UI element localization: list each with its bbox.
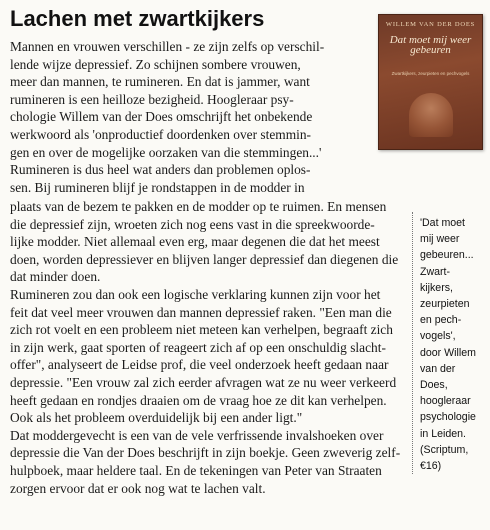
sidebar-line: 'Dat moet <box>420 217 466 229</box>
sidebar-line: vogels', <box>420 330 456 343</box>
body-line: zorgen ervoor dat er ook nog wat te lachen valt. <box>10 480 266 496</box>
body-line: depressie die Van der Does beschrijft in zijn boekje. Geen zweverig zelf- <box>10 445 401 461</box>
body-line: hulpboek, maar heldere taal. En de tekeningen van Peter van Straaten <box>10 462 382 478</box>
sidebar-line: psychologie <box>420 411 476 424</box>
body-line: werkwoord als 'onproductief doordenken over stemmin- <box>10 126 312 142</box>
body-line: zich rot voelt en een probleem niet meteen kan verhelpen, begraaft zich <box>10 322 393 338</box>
body-line: Ook als het probleem overduidelijk bij een ander ligt." <box>10 410 303 426</box>
sidebar-divider <box>412 212 414 474</box>
sidebar-line: en pech- <box>420 314 462 327</box>
body-line: plaats van de bezem te pakken en de modder op te ruimen. En mensen <box>10 199 387 214</box>
body-line: Dat moddergevecht is een van de vele verfrissende invalshoeken over <box>10 427 384 443</box>
body-line: Rumineren is dus heel wat anders dan problemen oplos- <box>10 162 311 178</box>
body-line: Mannen en vrouwen verschillen - ze zijn zelfs op verschil- <box>10 39 325 54</box>
body-line: rumineren is een heilloze bezigheid. Hoogleraar psy- <box>10 91 294 107</box>
book-cover-author: WILLEM VAN DER DOES <box>385 21 476 28</box>
sidebar-line: door Willem <box>420 346 476 359</box>
sidebar-line: kijkers, <box>420 281 453 294</box>
sidebar-line: €16) <box>420 460 442 473</box>
body-line: offer", analyseert de Leidse prof, die veel onderzoek heeft gedaan naar <box>10 357 389 373</box>
body-line: depressie. "Een vrouw zal zich eerder afvragen wat ze nu weer verkeerd <box>10 374 397 390</box>
book-cover-title: Dat moet mij weer gebeuren <box>389 34 472 56</box>
sidebar-line: (Scriptum, <box>420 443 469 456</box>
body-line: gen en over de mogelijke oorzaken van die stemmingen...' <box>10 144 322 160</box>
article-headline: Lachen met zwartkijkers <box>10 6 265 31</box>
sidebar-line: hoogleraar <box>420 395 471 408</box>
body-line: lijke modder. Niet allemaal even erg, maar degenen die dat het meest <box>10 234 380 250</box>
article-body-bottom <box>10 198 408 497</box>
sidebar-line: gebeuren... <box>420 249 474 262</box>
sidebar-line: mij weer <box>420 233 460 246</box>
body-line: die depressief zijn, wroeten zich nog eens vast in die spreekwoorde- <box>10 216 375 232</box>
body-line: Rumineren zou dan ook een logische verklaring kunnen zijn voor het <box>10 286 381 302</box>
body-line: heeft gedaan en rondjes draaien om de vraag hoe ze dit kan verhelpen. <box>10 392 387 408</box>
body-line: dat minder doen. <box>10 269 101 285</box>
body-line: sen. Bij rumineren blijf je rondstappen in de modder in <box>10 179 305 195</box>
sidebar-line: zeurpieten <box>420 298 470 311</box>
body-line: doen, worden depressiever en blijven langer depressief dan diegenen die <box>10 251 399 267</box>
book-cover-image <box>378 14 483 150</box>
body-line: meer dan mannen, te rumineren. En dat is jammer, want <box>10 74 310 90</box>
sidebar-line: Zwart- <box>420 265 451 278</box>
body-line: feit dat veel meer vrouwen dan mannen depressief raken. "Een man die <box>10 304 392 320</box>
body-line: lende wijze depressief. Zo schijnen sombere vrouwen, <box>10 56 301 72</box>
book-cover-illustration <box>409 93 453 137</box>
sidebar-line: Does, <box>420 379 448 392</box>
sidebar-line: in Leiden. <box>420 427 466 440</box>
article-body-top <box>10 38 366 196</box>
book-info-sidebar <box>420 215 486 474</box>
body-line: in zijn werk, gaat sporten of reageert zich af op een onschuldig slacht- <box>10 339 386 355</box>
sidebar-line: van der <box>420 362 456 375</box>
book-cover-subtitle: Zwartkijkers, zeurpieten en pechvogels <box>391 71 470 76</box>
body-line: chologie Willem van der Does omschrijft het onbekende <box>10 109 313 125</box>
